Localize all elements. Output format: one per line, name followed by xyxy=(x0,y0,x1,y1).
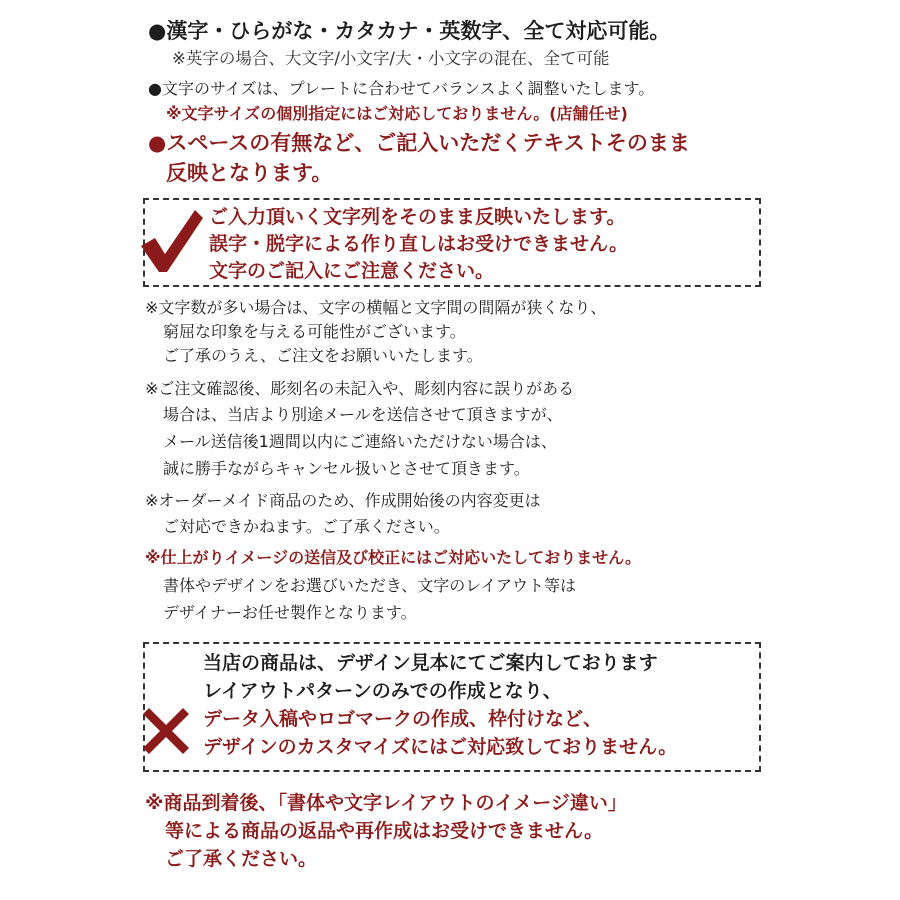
cross-black-line-2: レイアウトパターンのみでの作成となり、 xyxy=(203,680,562,702)
note-1-line-3: ご了承のうえ、ご注文をお願いいたします。 xyxy=(163,346,483,365)
intro-line-1: ●漢字・ひらがな・カタカナ・英数字、全て対応可能。 xyxy=(148,19,671,43)
cross-notice-box xyxy=(143,642,761,772)
intro-line-1-note: ※英字の場合、大文字/小文字/大・小文字の混在、全て可能 xyxy=(172,49,610,68)
check-notice-box xyxy=(143,198,761,287)
cross-red-line-2: デザインのカスタマイズにはご対応致しておりません。 xyxy=(203,736,678,758)
note-2-line-1: ※ご注文確認後、彫刻名の未記入や、彫刻内容に誤りがある xyxy=(145,379,575,398)
intro-line-3b: 反映となります。 xyxy=(166,161,333,185)
intro-line-2: ●文字のサイズは、プレートに合わせてバランスよく調整いたします。 xyxy=(148,79,655,98)
note-3-line-1: ※オーダーメイド商品のため、作成開始後の内容変更は xyxy=(145,491,541,510)
note-1-line-2: 窮屈な印象を与える可能性がございます。 xyxy=(163,322,466,341)
cross-red-line-1: データ入稿やロゴマークの作成、枠付けなど、 xyxy=(203,708,603,730)
note-2-line-4: 誠に勝手ながらキャンセル扱いとさせて頂きます。 xyxy=(163,459,530,478)
intro-line-2-note: ※文字サイズの個別指定にはご対応しておりません。(店舗任せ) xyxy=(166,104,628,123)
note-2-line-3: メール送信後1週間以内にご連絡いただけない場合は、 xyxy=(163,432,557,451)
check-line-2: 誤字・脱字による作り直しはお受けできません。 xyxy=(209,233,629,255)
note-4-red-line: ※仕上がりイメージの送信及び校正にはご対応いたしておりません。 xyxy=(145,548,642,567)
note-1-line-1: ※文字数が多い場合は、文字の横幅と文字間の間隔が狭くなり、 xyxy=(145,298,607,317)
cross-black-line-1: 当店の商品は、デザイン見本にてご案内しております xyxy=(203,652,658,674)
footer-line-2: 等による商品の返品や再作成はお受けできません。 xyxy=(165,820,604,842)
check-icon xyxy=(137,208,205,276)
cross-icon xyxy=(139,704,193,758)
note-4-line-1: 書体やデザインをお選びいただき、文字のレイアウト等は xyxy=(163,576,576,595)
check-line-1: ご入力頂いく文字列をそのまま反映いたします。 xyxy=(209,206,626,228)
note-2-line-2: 場合は、当店より別途メールを送信させて頂きますが、 xyxy=(163,405,563,424)
intro-line-3a: ●スペースの有無など、ご記入いただくテキストそのまま xyxy=(148,131,690,155)
note-4-line-2: デザイナーお任せ製作となります。 xyxy=(163,603,417,622)
footer-line-3: ご了承ください。 xyxy=(165,848,318,870)
check-line-3: 文字のご記入にご注意ください。 xyxy=(209,260,495,282)
note-3-line-2: ご対応できかねます。ご了承ください。 xyxy=(163,517,450,536)
footer-line-1: ※商品到着後、「書体や文字レイアウトのイメージ違い」 xyxy=(145,792,627,814)
